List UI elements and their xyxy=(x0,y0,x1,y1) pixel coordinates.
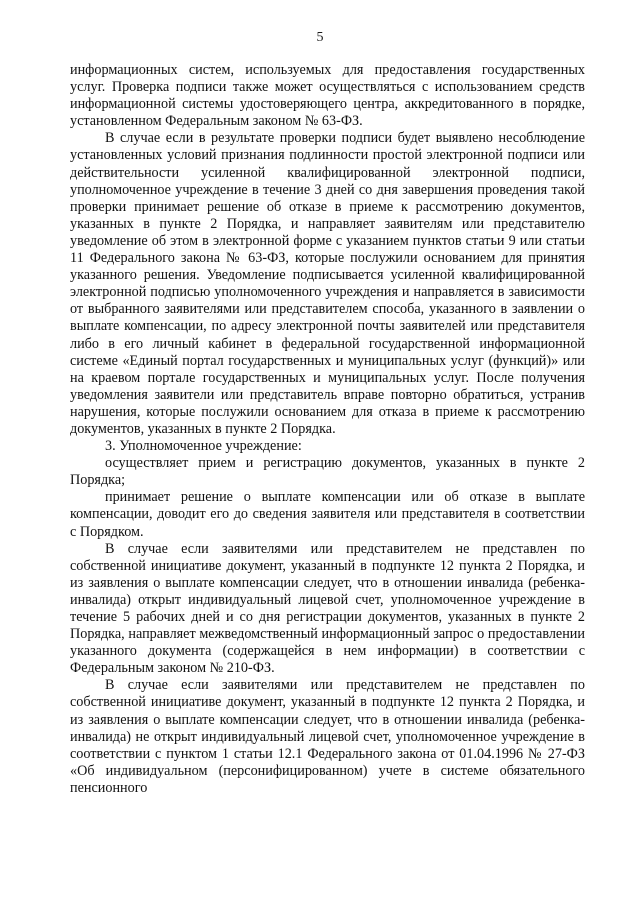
paragraph-decision: принимает решение о выплате компенсации или об отказе в выплате компенсации, доводит его до сведения заявителя или представителя в соответствии с Порядком. xyxy=(70,489,585,540)
page-number: 5 xyxy=(316,30,324,45)
document-body xyxy=(70,62,585,797)
paragraph-continuation: информационных систем, используемых для предоставления государственных услуг. Проверка подписи также может осуществляться с использованием средств информационной системы удостоверяющего центра, аккредитованного в порядке, установленном Федеральным законом № 63-ФЗ. xyxy=(70,62,585,130)
paragraph-item-3-heading: 3. Уполномоченное учреждение: xyxy=(105,438,302,455)
paragraph-account-not-opened: В случае если заявителями или представителем не представлен по собственной инициативе документ, указанный в подпункте 12 пункта 2 Порядка, и из заявления о выплате компенсации следует, что в отношении инвалида (ребенка-инвалида) не открыт индивидуальный лицевой счет, уполномоченное учреждение в соответствии с пунктом 1 статьи 12.1 Федерального закона от 01.04.1996 № 27-ФЗ «Об индивидуальном (персонифицированном) учете в системе обязательного пенсионного xyxy=(70,677,585,796)
paragraph-account-opened: В случае если заявителями или представителем не представлен по собственной инициативе документ, указанный в подпункте 12 пункта 2 Порядка, и из заявления о выплате компенсации следует, что в отношении инвалида (ребенка-инвалида) открыт индивидуальный лицевой счет, уполномоченное учреждение в течение 5 рабочих дней и со дня регистрации документов, указанных в пункте 2 Порядка, направляет межведомственный информационный запрос о предоставлении указанного документа (содержащейся в нем информации) в соответствии с Федеральным законом № 210-ФЗ. xyxy=(70,540,585,677)
paragraph-signature-check: В случае если в результате проверки подписи будет выявлено несоблюдение установленных условий признания подлинности простой электронной подписи или действительности усиленной квалифицированной электронной подписи, уполномоченное учреждение в течение 3 дней со дня завершения проведения такой проверки принимает решение об отказе в приеме к рассмотрению документов, указанных в пункте 2 Порядка, и направляет заявителям или представителю уведомление об этом в электронной форме с указанием пунктов статьи 9 или статьи 11 Федерального закона № 63-ФЗ, которые послужили основанием для принятия указанного решения. Уведомление подписывается усиленной квалифицированной электронной подписью уполномоченного учреждения и направляется в зависимости от выбранного заявителями или представителем способа, указанного в заявлении о выплате компенсации, по адресу электронной почты заявителей или представителя либо в его личный кабинет в федеральной государственной информационной системе «Единый портал государственных и муниципальных услуг (функций)» или на краевом портале государственных и муниципальных услуг. После получения уведомления заявители или представитель вправе повторно обратиться, устранив нарушения, которые послужили основанием для отказа в приеме к рассмотрению документов, указанных в пункте 2 Порядка. xyxy=(70,130,585,437)
paragraph-reception: осуществляет прием и регистрацию документов, указанных в пункте 2 Порядка; xyxy=(70,455,585,489)
